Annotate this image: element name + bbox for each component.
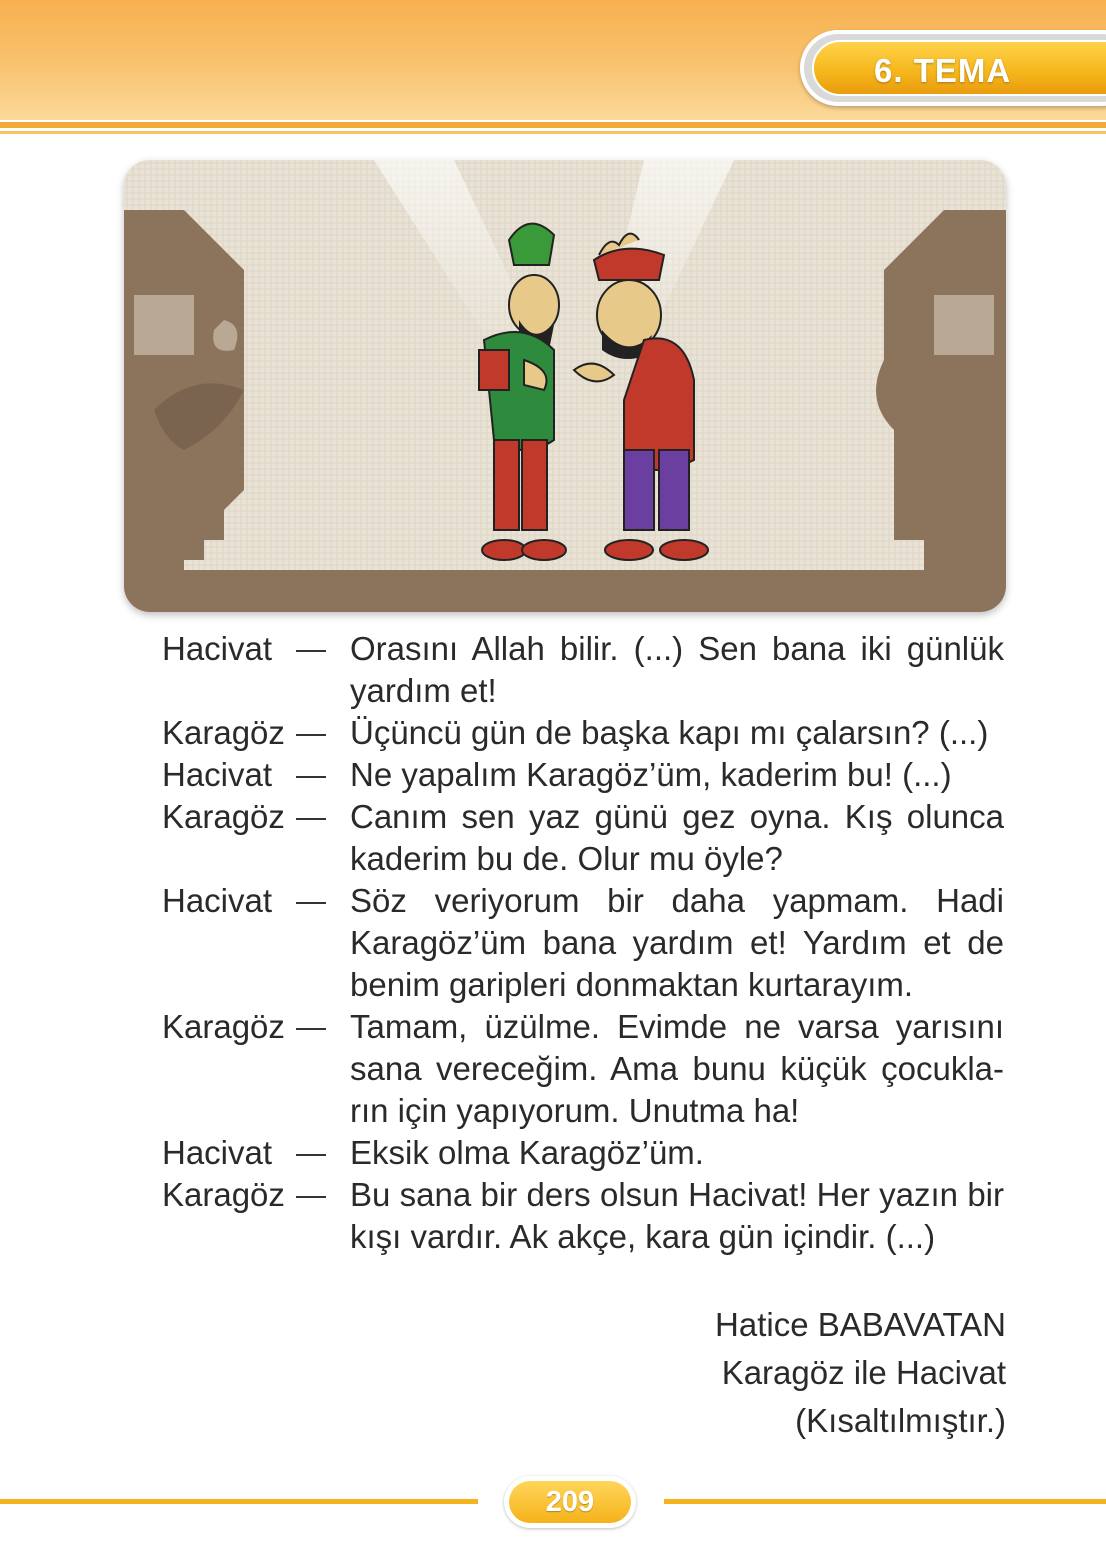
- dialogue-line: [162, 1132, 1008, 1174]
- speech: Ne yapalım Karagöz’üm, kaderim bu! (...): [350, 756, 952, 793]
- page-number: 209: [509, 1481, 631, 1523]
- header-stripe-thin: [0, 131, 1106, 134]
- dialogue-line: [162, 880, 1008, 1006]
- speaker-name: Hacivat: [162, 1132, 350, 1174]
- speech: Orasını Allah bilir. (...) Sen bana iki günlük yardım et!: [350, 630, 1004, 709]
- dialogue-line: [162, 1006, 1008, 1132]
- dash-separator: [296, 776, 326, 778]
- speaker-name: Hacivat: [162, 754, 350, 796]
- dash-separator: [296, 902, 326, 904]
- theme-badge-fill: [812, 40, 1106, 96]
- speaker-name: Hacivat: [162, 628, 350, 712]
- speech: Üçüncü gün de başka kapı mı çalarsın? (...): [350, 714, 989, 751]
- footer-line-right: [664, 1499, 1106, 1504]
- dialogue: [162, 628, 1008, 1258]
- dash-separator: [296, 818, 326, 820]
- author-name: Hatice BABAVATAN: [715, 1306, 1006, 1343]
- dash-separator: [296, 1028, 326, 1030]
- footer-line-left: [0, 1499, 478, 1504]
- page-number-badge: [504, 1476, 636, 1528]
- speech: Söz veriyorum bir daha yapmam. Hadi Karagöz’üm bana yardım et! Yardım et de benim garipleri donmaktan kurtarayım.: [350, 882, 1004, 1003]
- speaker-name: Hacivat: [162, 880, 350, 1006]
- theme-label: 6. TEMA: [874, 52, 1012, 89]
- speaker-name: Karagöz: [162, 796, 350, 880]
- dialogue-line: [162, 628, 1008, 712]
- dash-separator: [296, 650, 326, 652]
- speaker-name: Karagöz: [162, 1006, 350, 1132]
- header-stripe: [0, 122, 1106, 128]
- source-title: Karagöz ile Hacivat: [721, 1354, 1006, 1391]
- speaker-name: Karagöz: [162, 1174, 350, 1258]
- speech: Tamam, üzülme. Evimde ne varsa yarısını sana vereceğim. Ama bunu küçük çocukla- rın için yapıyorum. Unutma ha!: [350, 1008, 1004, 1129]
- theme-badge: [800, 30, 1106, 106]
- speech: Eksik olma Karagöz’üm.: [350, 1134, 704, 1171]
- shadow-play-scene-icon: [124, 160, 1006, 612]
- abridged-note: (Kısaltılmıştır.): [795, 1402, 1006, 1439]
- dash-separator: [296, 734, 326, 736]
- dialogue-line: [162, 1174, 1008, 1258]
- speech: Bu sana bir ders olsun Hacivat! Her yazın bir kışı vardır. Ak akçe, kara gün içindir. (...): [350, 1176, 1004, 1255]
- speaker-name: Karagöz: [162, 712, 350, 754]
- dash-separator: [296, 1196, 326, 1198]
- karagoz-hacivat-illustration: [124, 160, 1006, 612]
- dialogue-line: [162, 754, 1008, 796]
- speech: Canım sen yaz günü gez oyna. Kış olunca kaderim bu de. Olur mu öyle?: [350, 798, 1004, 877]
- dialogue-line: [162, 796, 1008, 880]
- dash-separator: [296, 1154, 326, 1156]
- dialogue-line: [162, 712, 1008, 754]
